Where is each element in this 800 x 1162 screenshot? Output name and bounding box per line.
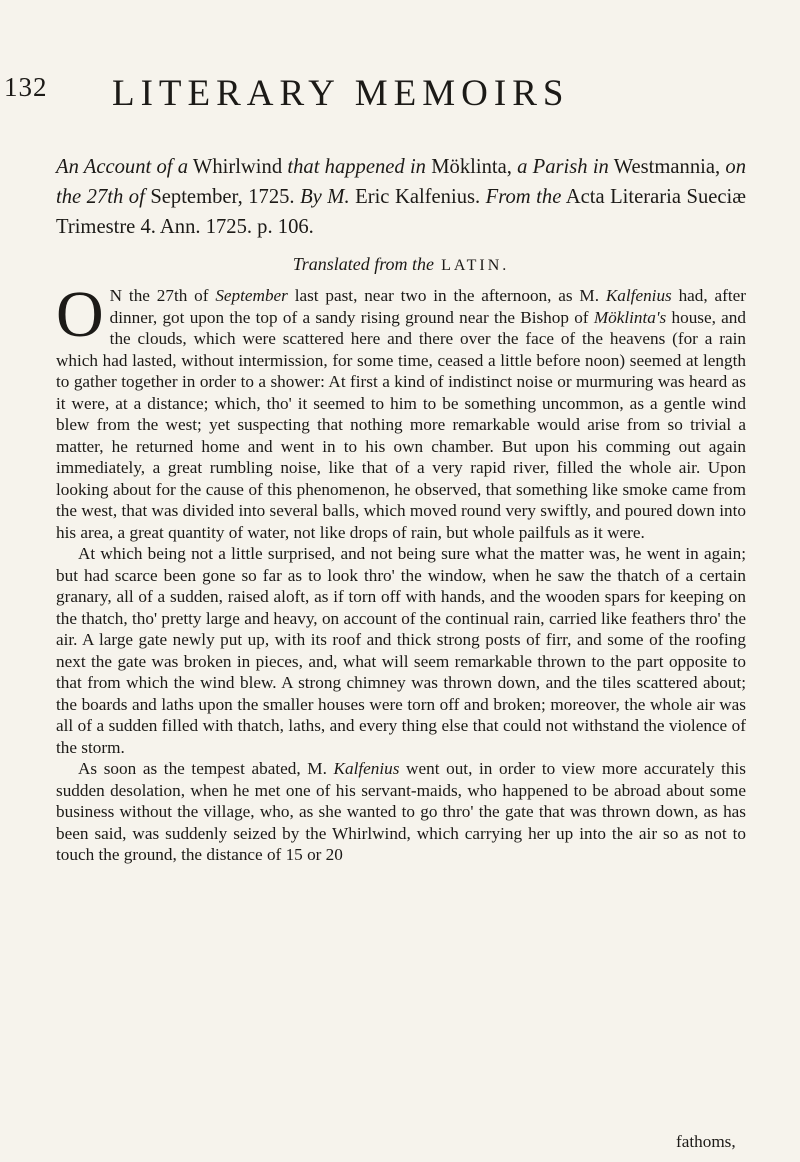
title-part: From the bbox=[485, 186, 562, 208]
title-part: Acta Literaria Sueciæ Trimestre 4. Ann. 1725. p. 106. bbox=[56, 186, 746, 238]
title-part: September, 1725. bbox=[144, 186, 301, 208]
title-part: Eric Kalfenius. bbox=[349, 186, 486, 208]
text-run: N the 27th of bbox=[109, 286, 216, 305]
article-title bbox=[56, 152, 746, 242]
title-part: Westmannia, bbox=[608, 156, 726, 178]
running-head: LITERARY MEMOIRS bbox=[112, 73, 570, 114]
translation-language: LATIN. bbox=[434, 257, 510, 274]
title-part: on the 27th of bbox=[56, 156, 746, 208]
text-run: Kalfenius bbox=[605, 286, 672, 305]
article-body bbox=[56, 278, 746, 866]
title-part: that happened in bbox=[287, 156, 426, 178]
article bbox=[56, 152, 746, 866]
text-run: Möklinta's bbox=[593, 307, 667, 327]
drop-cap: O bbox=[56, 278, 104, 351]
text-run: last past, near two in the afternoon, as M. bbox=[287, 286, 606, 305]
translation-note bbox=[56, 254, 746, 275]
text-run: house, and the clouds, which were scattered here and there over the face of the heavens (for a rain which had lasted, without intermission, for some time, ceased a little before noon) seemed at length to gather together in order to a shower: At first a kind of indistinct noise or murmuring was heard as it were, at a distance; which, tho' it seemed to him to be something uncommon, as a gentle wind blew from the west; yet suspecting that nothing more remarkable would arise from so trivial a matter, he returned home and went in to his own chamber. But upon his comming out again immediately, a great rumbling noise, like that of a very rapid river, filled the whole air. Upon looking about for the cause of this phenomenon, he observed, that something like smoke came from the west, that was divided into several balls, which moved round very swiftly, and poured down into his area, a great quantity of water, not like drops of rain, but whole pailfuls as it were. bbox=[56, 307, 746, 542]
title-part: By M. bbox=[300, 186, 350, 208]
text-run: As soon as the tempest abated, M. bbox=[78, 759, 334, 778]
title-part: Möklinta, bbox=[425, 156, 518, 178]
title-part: a Parish in bbox=[517, 156, 609, 178]
text-run: went out, in order to view more accurately this sudden desolation, when he met one of his servant-maids, who happened to be abroad about some business without the village, who, as she wanted to go thro' the gate that was thrown down, as has been said, was suddenly seized by the Whirlwind, which carrying her up into the air so as not to touch the ground, the distance of 15 or 20 bbox=[56, 759, 746, 864]
text-run: September bbox=[215, 286, 288, 305]
catchword: fathoms, bbox=[676, 1132, 736, 1151]
text-run: Kalfenius bbox=[333, 759, 400, 778]
paragraph-3 bbox=[56, 758, 746, 866]
paragraph-2: At which being not a little surprised, and not being sure what the matter was, he went in again; but had scarce been gone so far as to look thro' the window, when he saw the thatch of a certain granary, all of a sudden, raised aloft, as if torn off with hands, and the wooden spars for keeping on the thatch, tho' pretty large and heavy, on account of the continual rain, carried like feathers thro' the air. A large gate newly put up, with its roof and thick strong posts of firr, and some of the roofing next the gate was broken in pieces, and, what will seem remarkable thrown to the part opposite to that from which the wind blew. A strong chimney was thrown down, and the tiles scattered about; the boards and laths upon the smaller houses were torn off and broken; moreover, the whole air was all of a sudden filled with thatch, laths, and every thing else that could not withstand the violence of the storm. bbox=[56, 544, 746, 757]
title-part: An Account of a bbox=[56, 156, 189, 178]
translation-note-text: Translated from the bbox=[292, 254, 435, 274]
title-part: Whirlwind bbox=[188, 156, 288, 178]
paragraph-1 bbox=[56, 278, 746, 543]
text-run: had, after dinner, got upon the top of a sandy rising ground near the Bishop of bbox=[109, 286, 746, 327]
page-number: 132 bbox=[4, 72, 48, 102]
